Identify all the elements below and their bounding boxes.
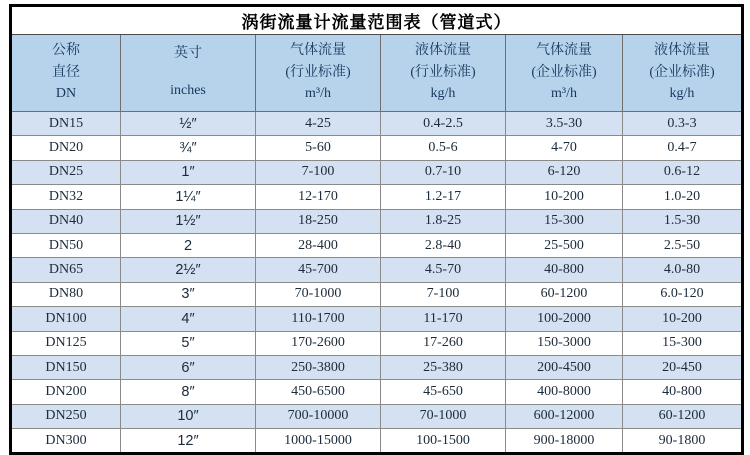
column-header-line: m³/h <box>305 86 331 102</box>
cell-gas-flow-enterprise-standard: 25-500 <box>506 233 623 257</box>
cell-liquid-flow-industry-standard: 0.7-10 <box>381 160 506 184</box>
cell-liquid-flow-enterprise-standard: 2.5-50 <box>623 233 743 257</box>
cell-liquid-flow-enterprise-standard: 40-800 <box>623 380 743 404</box>
cell-liquid-flow-enterprise-standard: 0.4-7 <box>623 136 743 160</box>
cell-nominal-diameter: DN65 <box>11 258 121 282</box>
table-row-dn25 <box>11 160 743 184</box>
cell-inches: 4″ <box>121 307 256 331</box>
column-header-line: (企业标准) <box>649 64 715 80</box>
table-row-dn125 <box>11 331 743 355</box>
cell-gas-flow-enterprise-standard: 60-1200 <box>506 282 623 306</box>
cell-liquid-flow-industry-standard: 1.2-17 <box>381 185 506 209</box>
cell-nominal-diameter: DN40 <box>11 209 121 233</box>
table-row-dn250 <box>11 404 743 428</box>
cell-liquid-flow-enterprise-standard: 0.3-3 <box>623 112 743 136</box>
cell-gas-flow-industry-standard: 170-2600 <box>256 331 381 355</box>
column-header-line: m³/h <box>551 86 577 102</box>
cell-liquid-flow-enterprise-standard: 0.6-12 <box>623 160 743 184</box>
cell-gas-flow-industry-standard: 1000-15000 <box>256 429 381 454</box>
cell-gas-flow-enterprise-standard: 100-2000 <box>506 307 623 331</box>
cell-liquid-flow-enterprise-standard: 10-200 <box>623 307 743 331</box>
table-row-dn40 <box>11 209 743 233</box>
cell-gas-flow-enterprise-standard: 15-300 <box>506 209 623 233</box>
cell-liquid-flow-enterprise-standard: 1.0-20 <box>623 185 743 209</box>
cell-gas-flow-enterprise-standard: 900-18000 <box>506 429 623 454</box>
cell-inches: 5″ <box>121 331 256 355</box>
table-row-dn80 <box>11 282 743 306</box>
column-header-line: 直径 <box>52 64 80 80</box>
column-header-liquid-flow-industry-standard <box>381 35 506 112</box>
cell-liquid-flow-industry-standard: 7-100 <box>381 282 506 306</box>
cell-liquid-flow-industry-standard: 17-260 <box>381 331 506 355</box>
table-row-dn50 <box>11 233 743 257</box>
cell-inches: ¾″ <box>121 136 256 160</box>
cell-gas-flow-industry-standard: 450-6500 <box>256 380 381 404</box>
cell-liquid-flow-industry-standard: 25-380 <box>381 355 506 379</box>
cell-inches: 2 <box>121 233 256 257</box>
cell-liquid-flow-enterprise-standard: 1.5-30 <box>623 209 743 233</box>
cell-liquid-flow-industry-standard: 0.4-2.5 <box>381 112 506 136</box>
cell-liquid-flow-industry-standard: 4.5-70 <box>381 258 506 282</box>
cell-gas-flow-enterprise-standard: 150-3000 <box>506 331 623 355</box>
cell-liquid-flow-industry-standard: 11-170 <box>381 307 506 331</box>
cell-nominal-diameter: DN250 <box>11 404 121 428</box>
column-header-nominal-diameter <box>11 35 121 112</box>
column-header-line: 气体流量 <box>290 42 346 58</box>
cell-gas-flow-industry-standard: 45-700 <box>256 258 381 282</box>
cell-gas-flow-enterprise-standard: 600-12000 <box>506 404 623 428</box>
table-row-dn150 <box>11 355 743 379</box>
cell-gas-flow-enterprise-standard: 400-8000 <box>506 380 623 404</box>
cell-nominal-diameter: DN15 <box>11 112 121 136</box>
cell-nominal-diameter: DN80 <box>11 282 121 306</box>
column-header-line: 气体流量 <box>536 42 592 58</box>
cell-liquid-flow-industry-standard: 70-1000 <box>381 404 506 428</box>
table-row-dn300 <box>11 429 743 454</box>
header-row <box>11 35 743 112</box>
cell-gas-flow-enterprise-standard: 4-70 <box>506 136 623 160</box>
cell-nominal-diameter: DN200 <box>11 380 121 404</box>
cell-gas-flow-enterprise-standard: 3.5-30 <box>506 112 623 136</box>
cell-gas-flow-enterprise-standard: 40-800 <box>506 258 623 282</box>
cell-gas-flow-industry-standard: 110-1700 <box>256 307 381 331</box>
column-header-line: 液体流量 <box>415 42 471 58</box>
column-header-line: inches <box>170 83 206 99</box>
flow-range-table-wrap <box>9 4 741 455</box>
column-header-line: (行业标准) <box>285 64 351 80</box>
cell-nominal-diameter: DN25 <box>11 160 121 184</box>
cell-liquid-flow-industry-standard: 100-1500 <box>381 429 506 454</box>
cell-gas-flow-industry-standard: 70-1000 <box>256 282 381 306</box>
column-header-line: kg/h <box>430 86 456 102</box>
cell-inches: 8″ <box>121 380 256 404</box>
cell-inches: ½″ <box>121 112 256 136</box>
table-row-dn200 <box>11 380 743 404</box>
cell-gas-flow-enterprise-standard: 200-4500 <box>506 355 623 379</box>
cell-inches: 1½″ <box>121 209 256 233</box>
cell-gas-flow-industry-standard: 12-170 <box>256 185 381 209</box>
cell-inches: 3″ <box>121 282 256 306</box>
flow-range-table <box>9 4 744 455</box>
cell-nominal-diameter: DN32 <box>11 185 121 209</box>
cell-liquid-flow-enterprise-standard: 6.0-120 <box>623 282 743 306</box>
cell-liquid-flow-enterprise-standard: 60-1200 <box>623 404 743 428</box>
cell-gas-flow-enterprise-standard: 10-200 <box>506 185 623 209</box>
table-row-dn65 <box>11 258 743 282</box>
cell-gas-flow-industry-standard: 7-100 <box>256 160 381 184</box>
cell-inches: 1¼″ <box>121 185 256 209</box>
table-row-dn20 <box>11 136 743 160</box>
table-row-dn100 <box>11 307 743 331</box>
cell-liquid-flow-industry-standard: 2.8-40 <box>381 233 506 257</box>
table-row-dn32 <box>11 185 743 209</box>
cell-inches: 6″ <box>121 355 256 379</box>
cell-liquid-flow-enterprise-standard: 4.0-80 <box>623 258 743 282</box>
cell-gas-flow-enterprise-standard: 6-120 <box>506 160 623 184</box>
cell-gas-flow-industry-standard: 18-250 <box>256 209 381 233</box>
cell-gas-flow-industry-standard: 250-3800 <box>256 355 381 379</box>
column-header-line: (企业标准) <box>531 64 597 80</box>
column-header-line: 英寸 <box>174 46 202 62</box>
column-header-gas-flow-industry-standard <box>256 35 381 112</box>
cell-inches: 10″ <box>121 404 256 428</box>
cell-gas-flow-industry-standard: 700-10000 <box>256 404 381 428</box>
cell-liquid-flow-industry-standard: 0.5-6 <box>381 136 506 160</box>
cell-nominal-diameter: DN150 <box>11 355 121 379</box>
cell-nominal-diameter: DN300 <box>11 429 121 454</box>
cell-nominal-diameter: DN100 <box>11 307 121 331</box>
cell-nominal-diameter: DN50 <box>11 233 121 257</box>
cell-liquid-flow-enterprise-standard: 15-300 <box>623 331 743 355</box>
column-header-line: DN <box>55 86 77 102</box>
cell-liquid-flow-industry-standard: 1.8-25 <box>381 209 506 233</box>
column-header-inches <box>121 35 256 112</box>
cell-liquid-flow-enterprise-standard: 20-450 <box>623 355 743 379</box>
table-title: 涡街流量计流量范围表（管道式） <box>11 6 743 35</box>
cell-nominal-diameter: DN20 <box>11 136 121 160</box>
column-header-line: 公称 <box>52 42 80 58</box>
cell-gas-flow-industry-standard: 4-25 <box>256 112 381 136</box>
table-body <box>11 112 743 454</box>
column-header-line <box>121 72 255 74</box>
table-row-dn15 <box>11 112 743 136</box>
cell-inches: 1″ <box>121 160 256 184</box>
cell-liquid-flow-industry-standard: 45-650 <box>381 380 506 404</box>
cell-nominal-diameter: DN125 <box>11 331 121 355</box>
cell-inches: 12″ <box>121 429 256 454</box>
column-header-line: (行业标准) <box>410 64 476 80</box>
column-header-line: 液体流量 <box>654 42 710 58</box>
column-header-liquid-flow-enterprise-standard <box>623 35 743 112</box>
cell-gas-flow-industry-standard: 28-400 <box>256 233 381 257</box>
cell-liquid-flow-enterprise-standard: 90-1800 <box>623 429 743 454</box>
column-header-gas-flow-enterprise-standard <box>506 35 623 112</box>
title-row <box>11 6 743 35</box>
cell-gas-flow-industry-standard: 5-60 <box>256 136 381 160</box>
cell-inches: 2½″ <box>121 258 256 282</box>
column-header-line: kg/h <box>669 86 695 102</box>
